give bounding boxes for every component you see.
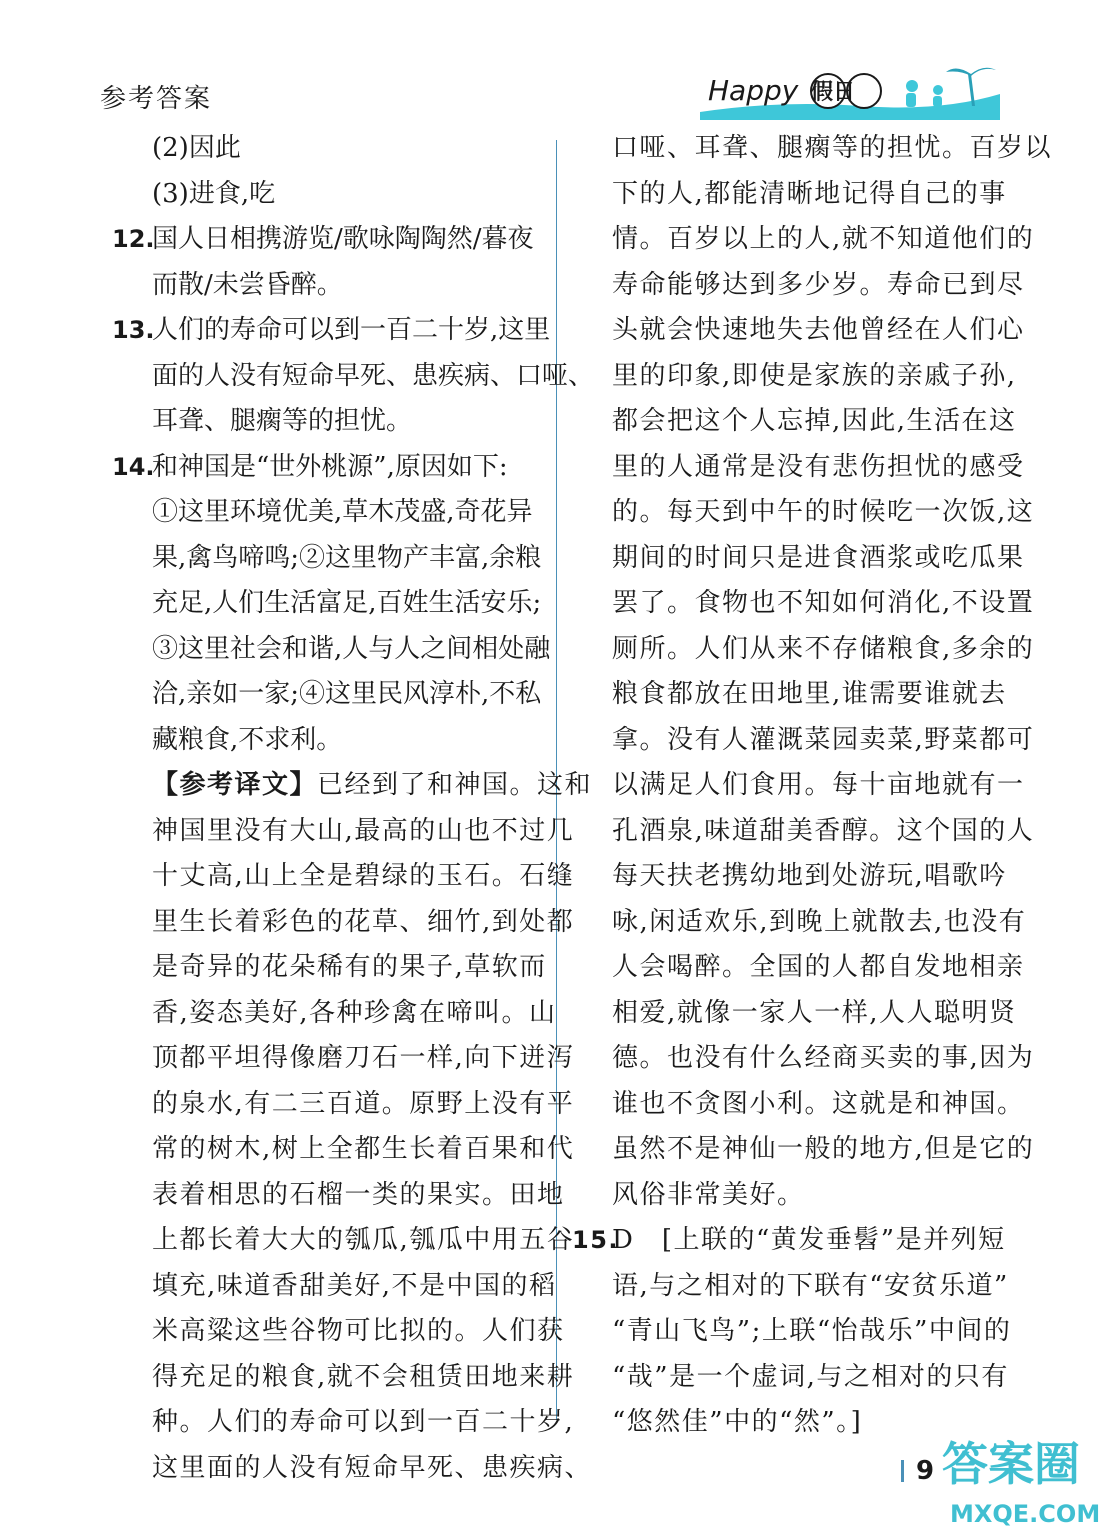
translation-line: 都会把这个人忘掉,因此,生活在这 — [612, 406, 1017, 436]
page-number-bar — [901, 1460, 904, 1482]
translation-line: 口哑、耳聋、腿瘸等的担忧。百岁以 — [612, 133, 1053, 163]
translation-line: 罢了。食物也不知如何消化,不设置 — [612, 588, 1035, 618]
answer-text: 果,禽鸟啼鸣;②这里物产丰富,余粮 — [152, 542, 542, 573]
translation-line: 谁也不贪图小利。这就是和神国。 — [612, 1088, 1025, 1119]
translation-line: 里的印象,即使是家族的亲戚子孙, — [612, 360, 1017, 391]
answer-line: (3)进食,吃 — [152, 178, 276, 209]
translation-line: 填充,味道香甜美好,不是中国的稻 — [152, 1270, 557, 1301]
question-number: 12. — [112, 225, 155, 253]
question-number: 15. — [572, 1226, 620, 1254]
answer-text: 充足,人们生活富足,百姓生活安乐; — [152, 588, 542, 618]
answer-text: 面的人没有短命早死、患疾病、口哑、 — [152, 360, 595, 391]
answer-text: 语,与之相对的下联有“安贫乐道” — [612, 1270, 1009, 1301]
translation-line: 里的人通常是没有悲伤担忧的感受 — [612, 451, 1025, 482]
question-12 — [112, 217, 544, 263]
translation-label: 【参考译文】 — [152, 770, 318, 800]
translation-line: 孔酒泉,味道甜美香醇。这个国的人 — [612, 815, 1035, 846]
translation-line: 情。百岁以上的人,就不知道他们的 — [612, 224, 1035, 254]
translation-line: 粮食都放在田地里,谁需要谁就去 — [612, 679, 1007, 709]
translation-line: 风俗非常美好。 — [612, 1179, 805, 1210]
translation-line: 厕所。人们从来不存储粮食,多余的 — [612, 633, 1035, 664]
translation-line: 种。人们的寿命可以到一百二十岁, — [152, 1407, 575, 1437]
translation-line: 得充足的粮食,就不会租赁田地来耕 — [152, 1361, 575, 1392]
question-number: 14. — [112, 452, 155, 481]
translation-line: 神国里没有大山,最高的山也不过几 — [152, 815, 575, 846]
translation-line: 的泉水,有二三百道。原野上没有平 — [152, 1088, 575, 1119]
answer-text: ①这里环境优美,草木茂盛,奇花异 — [152, 497, 533, 527]
answer-text: 国人日相携游览/歌咏陶陶然/暮夜 — [152, 224, 534, 254]
answer-text: 人们的寿命可以到一百二十岁,这里 — [152, 315, 551, 345]
watermark-logo — [936, 1418, 1112, 1530]
page-header-title: 参考答案 — [100, 84, 213, 114]
translation-line: 期间的时间只是进食酒浆或吃瓜果 — [612, 542, 1025, 573]
logo-happy-text: Happy — [708, 74, 799, 107]
translation-line: 寿命能够达到多少岁。寿命已到尽 — [612, 269, 1025, 300]
answer-text: “哉”是一个虚词,与之相对的只有 — [612, 1361, 1009, 1392]
answer-text: 洽,亲如一家;④这里民风淳朴,不私 — [152, 679, 542, 709]
translation-line: 米高粱这些谷物可比拟的。人们获 — [152, 1316, 565, 1346]
answer-text: 藏粮食,不求利。 — [152, 724, 343, 755]
question-13 — [112, 308, 551, 354]
answer-text: “青山飞鸟”;上联“怡哉乐”中间的 — [612, 1316, 1012, 1346]
right-column — [572, 126, 1053, 1446]
left-column — [112, 126, 595, 1491]
answer-text: D [上联的“黄发垂髫”是并列短 — [612, 1225, 1006, 1255]
translation-text: 已经到了和神国。这和 — [317, 770, 593, 800]
translation-line: 拿。没有人灌溉菜园卖菜,野菜都可 — [612, 724, 1035, 755]
logo-holiday-badge: 假日 — [811, 80, 856, 105]
translation-line: 十丈高,山上全是碧绿的玉石。石缝 — [152, 861, 575, 891]
page-number: 9 — [916, 1456, 935, 1486]
translation-first-line — [112, 763, 593, 809]
translation-line: 德。也没有什么经商买卖的事,因为 — [612, 1043, 1035, 1073]
translation-line: 相爱,就像一家人一样,人人聪明贤 — [612, 997, 1017, 1028]
happy-holiday-logo — [700, 60, 1000, 120]
translation-line: 的。每天到中午的时候吃一次饭,这 — [612, 497, 1035, 527]
translation-line: 虽然不是神仙一般的地方,但是它的 — [612, 1134, 1035, 1164]
answer-text: 而散/未尝昏醉。 — [152, 269, 343, 300]
translation-line: 顶都平坦得像磨刀石一样,向下迸泻 — [152, 1043, 575, 1073]
question-15 — [572, 1218, 1006, 1264]
translation-line: 里生长着彩色的花草、细竹,到处都 — [152, 906, 575, 937]
watermark-text: 答案圈 — [942, 1437, 1080, 1491]
question-14 — [112, 445, 544, 491]
translation-line: 以满足人们食用。每十亩地就有一 — [612, 770, 1025, 800]
answer-text: “悠然佳”中的“然”。] — [612, 1407, 863, 1437]
translation-line: 人会喝醉。全国的人都自发地相亲 — [612, 952, 1025, 982]
answer-text: 和神国是“世外桃源”,原因如下: — [152, 451, 508, 482]
answer-line: (2)因此 — [152, 133, 241, 163]
translation-line: 这里面的人没有短命早死、患疾病、 — [152, 1452, 593, 1483]
translation-line: 咏,闲适欢乐,到晚上就散去,也没有 — [612, 906, 1027, 937]
answer-text: ③这里社会和谐,人与人之间相处融 — [152, 633, 551, 664]
translation-line: 头就会快速地失去他曾经在人们心 — [612, 315, 1025, 345]
translation-line: 常的树木,树上全都生长着百果和代 — [152, 1134, 575, 1164]
translation-line: 表着相思的石榴一类的果实。田地 — [152, 1179, 565, 1210]
translation-line: 是奇异的花朵稀有的果子,草软而 — [152, 952, 547, 982]
answer-text: 耳聋、腿瘸等的担忧。 — [152, 406, 413, 436]
translation-line: 下的人,都能清晰地记得自己的事 — [612, 178, 1007, 209]
translation-line: 香,姿态美好,各种珍禽在啼叫。山 — [152, 997, 557, 1028]
translation-line: 上都长着大大的瓠瓜,瓠瓜中用五谷 — [152, 1225, 575, 1255]
translation-line: 每天扶老携幼地到处游玩,唱歌吟 — [612, 861, 1007, 891]
watermark-url: MXQE.COM — [950, 1500, 1101, 1528]
question-number: 13. — [112, 316, 155, 344]
